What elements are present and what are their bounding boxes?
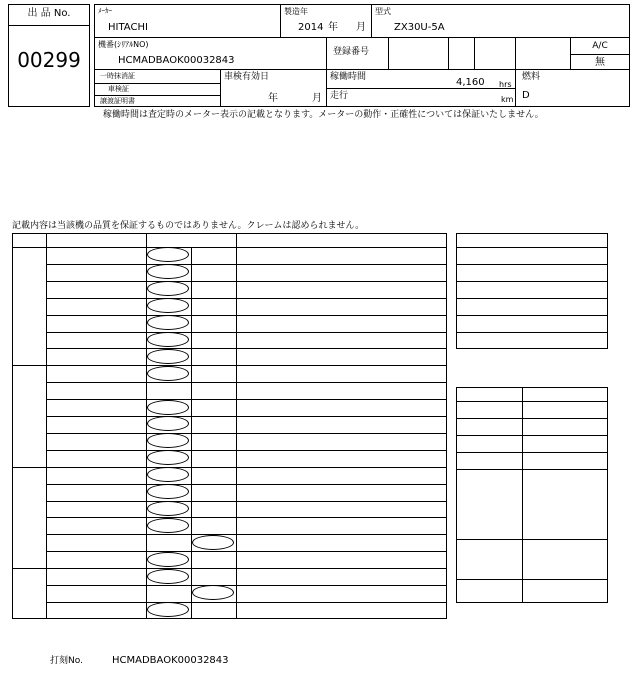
stamp-number: HCMADBAOK00032843 — [112, 655, 229, 666]
fuel-value: D — [522, 90, 530, 101]
item-number: 00299 — [17, 48, 81, 72]
row-rule — [46, 534, 447, 535]
header-rule — [12, 247, 447, 248]
ok-circle — [147, 315, 189, 330]
year-unit: 年 — [328, 22, 338, 33]
results-row-rule — [456, 579, 608, 580]
results-row-rule — [456, 435, 608, 436]
inspection-year-unit: 年 — [268, 93, 278, 104]
row-rule — [46, 264, 447, 265]
section-rule — [12, 568, 447, 569]
ok-circle — [147, 349, 189, 364]
row-rule — [46, 298, 447, 299]
hours-note: 稼働時間は査定時のメーター表示の記載となります。メーターの動作・正確性については保証いたしません。 — [103, 110, 544, 120]
model-value: ZX30U-5A — [394, 22, 445, 33]
year-label: 製造年 — [284, 7, 308, 16]
ok-circle — [147, 518, 189, 533]
row-rule — [46, 585, 447, 586]
section-rule — [12, 365, 447, 366]
row-rule — [46, 332, 447, 333]
ng-circle — [192, 535, 234, 550]
ok-circle — [147, 569, 189, 584]
abnormal-row-rule — [456, 264, 608, 265]
section-label — [12, 572, 46, 615]
section-label — [12, 251, 46, 361]
ok-circle — [147, 400, 189, 415]
ac-value: 無 — [595, 57, 605, 68]
abnormal-row-rule — [456, 281, 608, 282]
col-rule — [236, 233, 237, 619]
results-col-rule — [522, 387, 523, 603]
ac-label: A/C — [592, 41, 608, 51]
ok-circle — [147, 484, 189, 499]
temp-permit-label: 一時抹消証 — [100, 72, 135, 80]
section-label — [12, 471, 46, 564]
hours-value: 4,160 — [456, 77, 485, 88]
results-row-rule — [456, 539, 608, 540]
row-rule — [46, 315, 447, 316]
transfer-cert-label: 譲渡証明書 — [100, 97, 135, 105]
ok-circle — [147, 501, 189, 516]
row-rule — [46, 450, 447, 451]
registration-label: 登録番号 — [333, 47, 370, 57]
distance-unit: km — [501, 95, 514, 104]
results-frame — [456, 387, 608, 603]
maker-value: HITACHI — [108, 22, 148, 33]
abnormal-row-rule — [456, 298, 608, 299]
abnormal-header-rule — [456, 247, 608, 248]
results-row-rule — [456, 452, 608, 453]
hours-label: 稼働時間 — [330, 72, 367, 82]
row-rule — [46, 602, 447, 603]
distance-label: 走行 — [330, 91, 349, 101]
abnormal-row-rule — [456, 332, 608, 333]
inspection-date-label: 車検有効日 — [224, 72, 270, 82]
year-value: 2014 — [298, 22, 324, 33]
maker-label: ﾒｰｶｰ — [98, 7, 112, 15]
row-rule — [46, 551, 447, 552]
ok-circle — [147, 366, 189, 381]
row-rule — [46, 382, 447, 383]
section-label — [12, 369, 46, 462]
ok-circle — [147, 332, 189, 347]
col-rule — [46, 233, 47, 619]
results-row-rule — [456, 469, 608, 470]
model-label: 型式 — [375, 7, 391, 16]
serial-value: HCMADBAOK00032843 — [118, 55, 235, 66]
results-row-rule — [456, 418, 608, 419]
serial-label: 機番(ｼﾘｱﾙNO) — [98, 40, 149, 49]
disclaimer: 記載内容は当該機の品質を保証するものではありません。クレームは認められません。 — [12, 221, 365, 231]
table-frame — [12, 233, 447, 619]
hours-unit: hrs — [499, 80, 512, 89]
stamp-number-label: 打刻No. — [50, 656, 83, 666]
row-rule — [46, 484, 447, 485]
row-rule — [46, 501, 447, 502]
row-rule — [46, 517, 447, 518]
row-rule — [46, 433, 447, 434]
inspection-month-unit: 月 — [312, 93, 322, 104]
row-rule — [46, 416, 447, 417]
item-number-label: 出 品 No. — [27, 8, 71, 19]
row-rule — [46, 399, 447, 400]
row-rule — [46, 281, 447, 282]
vehicle-cert-label: 車検証 — [108, 85, 129, 93]
results-header-rule — [456, 401, 608, 402]
abnormal-row-rule — [456, 315, 608, 316]
section-rule — [12, 467, 447, 468]
fuel-label: 燃料 — [522, 72, 541, 82]
month-unit: 月 — [356, 22, 366, 33]
row-rule — [46, 348, 447, 349]
ok-circle — [147, 552, 189, 567]
